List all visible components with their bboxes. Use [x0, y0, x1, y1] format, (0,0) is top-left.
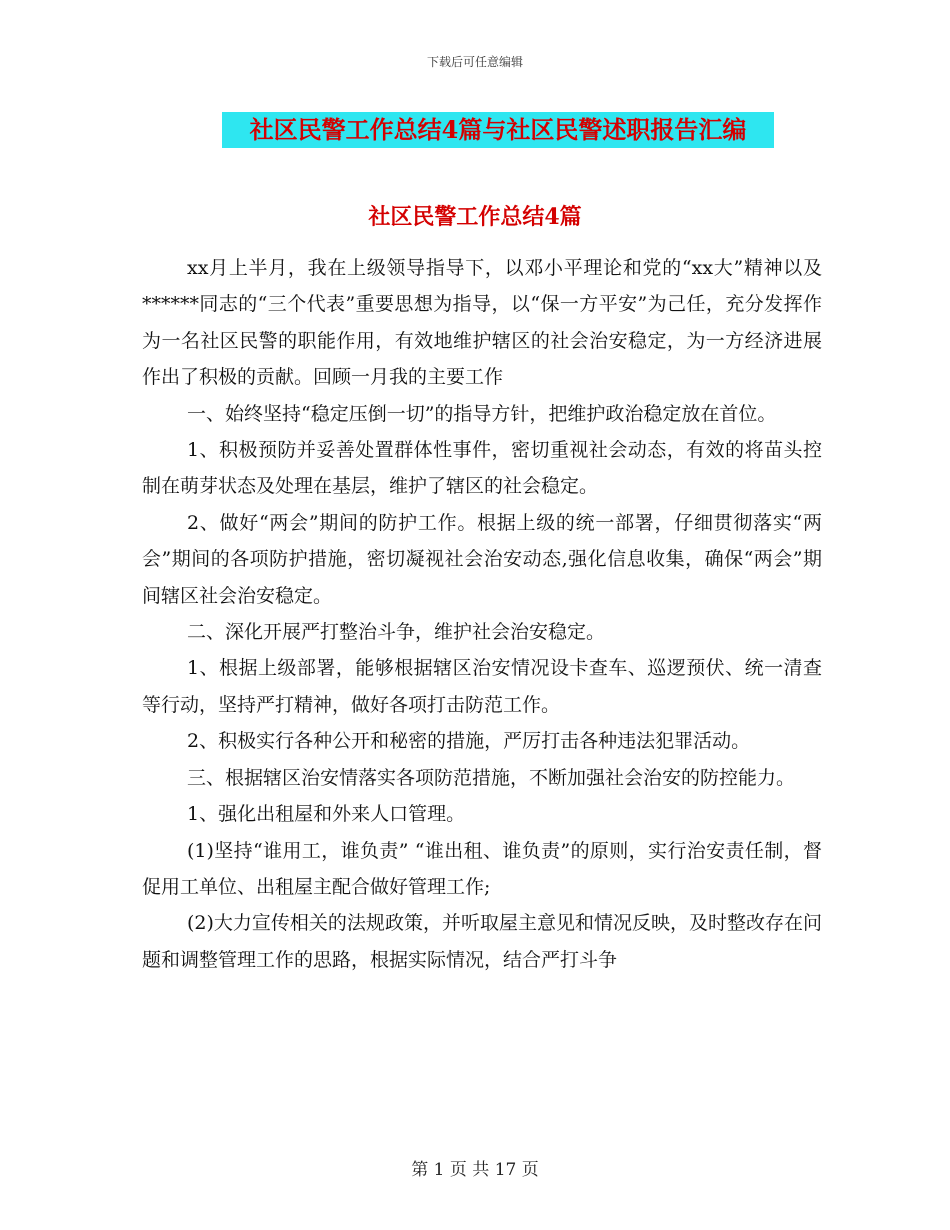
- header-note: 下载后可任意编辑: [426, 55, 523, 69]
- paragraph: 二、深化开展严打整治斗争，维护社会治安稳定。: [187, 621, 606, 644]
- paragraph: xx月上半月，我在上级领导指导下，以邓小平理论和党的“xx大”精神以及******同志的“三个代表”重要思想为指导，以“保一方平安”为己任，充分发挥作为一名社区民警的职能作用，有效地维护辖区的社会治安稳定，为一方经济进展作出了积极的贡献。回顾一月我的主要工作: [142, 257, 822, 389]
- paragraph: (1)坚持“谁用工，谁负责” “谁出租、谁负责”的原则，实行治安责任制，督促用工单位、出租屋主配合做好管理工作;: [142, 839, 822, 898]
- paragraph: 三、根据辖区治安情落实各项防范措施，不断加强社会治安的防控能力。: [187, 766, 796, 789]
- page-footer: 第 1 页 共 17 页: [411, 1160, 539, 1180]
- paragraph: 2、做好“两会”期间的防护工作。根据上级的统一部署，仔细贯彻落实“两会”期间的各项防护措施，密切凝视社会治安动态,强化信息收集，确保“两会”期间辖区社会治安稳定。: [142, 511, 822, 607]
- paragraph: 2、积极实行各种公开和秘密的措施，严厉打击各种违法犯罪活动。: [187, 730, 751, 753]
- section-title: 社区民警工作总结4篇: [368, 204, 582, 230]
- paragraph: 1、积极预防并妥善处置群体性事件，密切重视社会动态，有效的将苗头控制在萌芽状态及处理在基层，维护了辖区的社会稳定。: [142, 439, 822, 498]
- document-body: [142, 250, 822, 978]
- paragraph: 1、根据上级部署，能够根据辖区治安情况设卡查车、巡逻预伏、统一清查等行动，坚持严打精神，做好各项打击防范工作。: [142, 657, 822, 716]
- paragraph: 一、始终坚持“稳定压倒一切”的指导方针，把维护政治稳定放在首位。: [187, 402, 777, 425]
- paragraph: 1、强化出租屋和外来人口管理。: [187, 803, 466, 826]
- document-title: 社区民警工作总结4篇与社区民警述职报告汇编: [222, 112, 774, 148]
- paragraph: (2)大力宣传相关的法规政策，并听取屋主意见和情况反映，及时整改存在问题和调整管理工作的思路，根据实际情况，结合严打斗争: [142, 912, 822, 971]
